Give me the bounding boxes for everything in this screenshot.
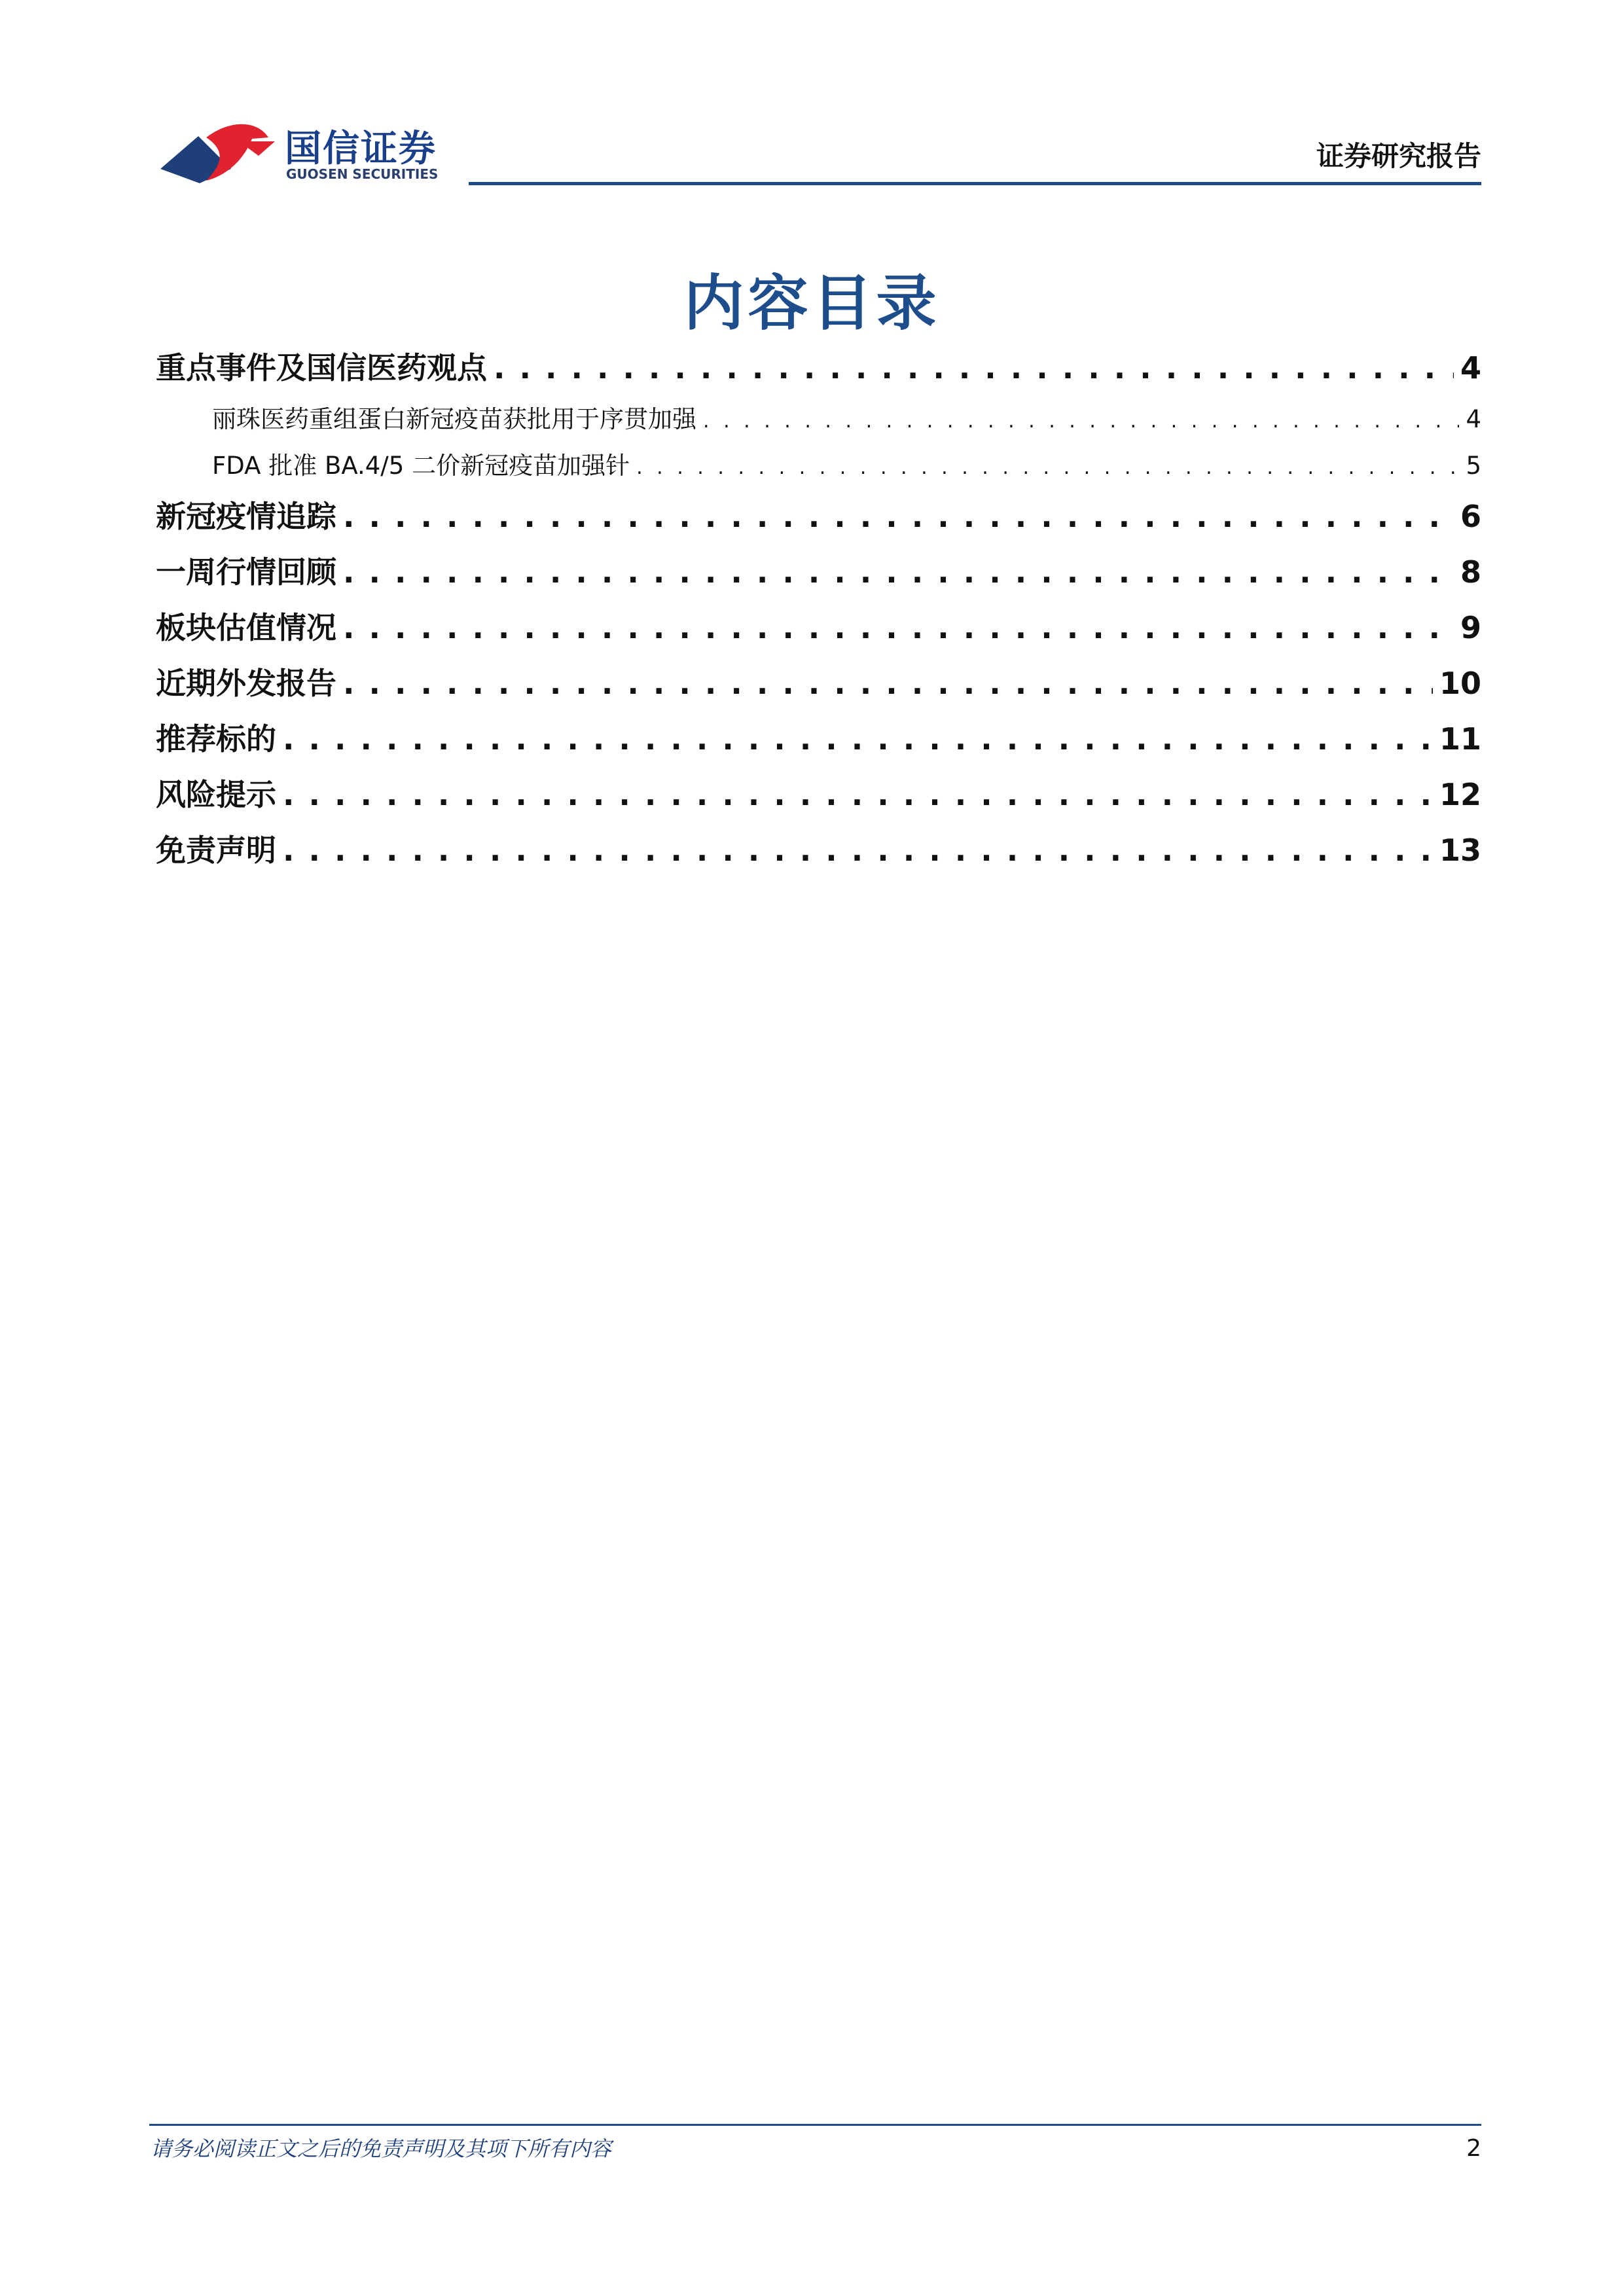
toc-entry[interactable] xyxy=(156,545,1481,600)
toc-entry-label: FDA 批准 BA.4/5 二价新冠疫苗加强针 xyxy=(212,452,630,480)
footer-divider xyxy=(149,2124,1481,2126)
toc-entry-label: 板块估值情况 xyxy=(156,610,336,645)
toc-entry-page: 4 xyxy=(1466,405,1481,433)
toc-entry[interactable] xyxy=(156,656,1481,711)
logo-chinese-name: 国信证券 xyxy=(285,128,437,170)
toc-leader-dots xyxy=(343,545,1454,600)
toc-entry-page: 5 xyxy=(1466,452,1481,480)
toc-leader-dots xyxy=(343,600,1454,656)
page-title: 内容目录 xyxy=(683,268,941,338)
logo-english-name: GUOSEN SECURITIES xyxy=(286,166,439,182)
toc-entry-label: 一周行情回顾 xyxy=(156,554,336,590)
toc-leader-dots xyxy=(283,767,1433,823)
toc-leader-dots xyxy=(283,711,1433,767)
header-divider xyxy=(469,182,1481,185)
toc-leader-dots xyxy=(343,656,1433,711)
toc-subentry[interactable] xyxy=(156,396,1481,442)
toc-leader-dots xyxy=(494,340,1454,396)
toc-subentry[interactable] xyxy=(156,442,1481,489)
toc-leader-dots xyxy=(636,444,1459,491)
table-of-contents xyxy=(156,340,1481,878)
toc-entry[interactable] xyxy=(156,489,1481,545)
toc-entry-label: 风险提示 xyxy=(156,777,276,812)
toc-entry-label: 丽珠医药重组蛋白新冠疫苗获批用于序贯加强 xyxy=(212,405,696,433)
toc-entry[interactable] xyxy=(156,340,1481,396)
toc-entry-page: 12 xyxy=(1439,777,1481,812)
toc-entry[interactable] xyxy=(156,823,1481,878)
toc-entry[interactable] xyxy=(156,767,1481,823)
toc-entry-page: 9 xyxy=(1460,610,1481,645)
toc-entry[interactable] xyxy=(156,711,1481,767)
toc-entry-label: 免责声明 xyxy=(156,833,276,868)
report-type-label: 证券研究报告 xyxy=(1316,140,1481,172)
toc-entry-page: 11 xyxy=(1439,721,1481,757)
toc-leader-dots xyxy=(703,398,1459,444)
toc-leader-dots xyxy=(343,489,1454,545)
toc-entry-page: 13 xyxy=(1439,833,1481,868)
toc-entry[interactable] xyxy=(156,600,1481,656)
toc-entry-label: 推荐标的 xyxy=(156,721,276,757)
page-number: 2 xyxy=(1466,2135,1481,2162)
footer-disclaimer: 请务必阅读正文之后的免责声明及其项下所有内容 xyxy=(151,2136,612,2161)
toc-leader-dots xyxy=(283,823,1433,878)
toc-entry-page: 6 xyxy=(1460,499,1481,534)
toc-entry-page: 10 xyxy=(1439,666,1481,701)
toc-entry-label: 新冠疫情追踪 xyxy=(156,499,336,534)
toc-entry-page: 4 xyxy=(1460,350,1481,386)
toc-entry-label: 重点事件及国信医药观点 xyxy=(156,350,487,386)
toc-entry-label: 近期外发报告 xyxy=(156,666,336,701)
toc-entry-page: 8 xyxy=(1460,554,1481,590)
